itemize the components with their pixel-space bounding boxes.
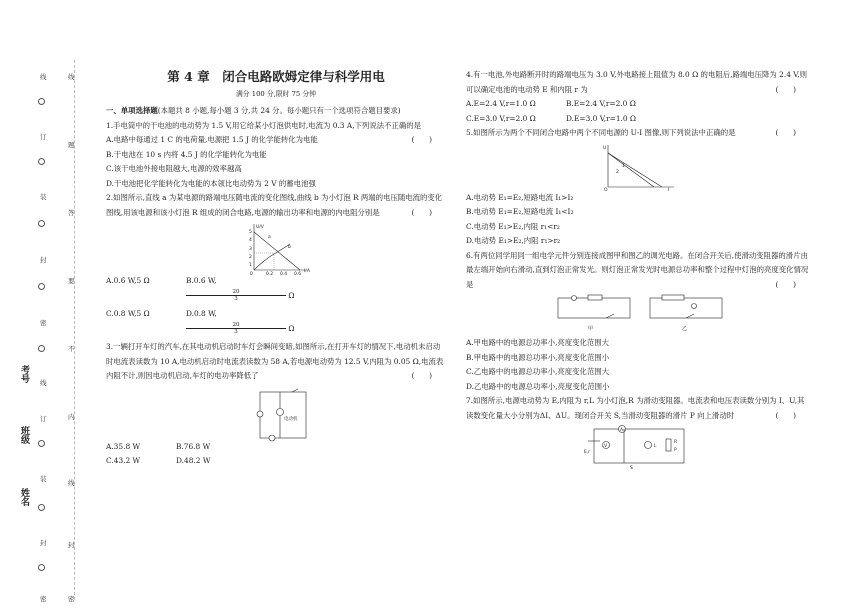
svg-text:3: 3 [249, 247, 252, 252]
page-title: 第 4 章 闭合电路欧姆定律与科学用电 [167, 69, 385, 84]
binding-mark: 内 [68, 413, 75, 421]
q1-option: B.干电池在 10 s 内将 4.5 J 的化学能转化为电能 [106, 149, 267, 159]
svg-text:O: O [604, 187, 608, 193]
binding-hole [38, 283, 45, 290]
binding-mark: 封 [40, 256, 47, 264]
q5-option: A.电动势 E₁=E₂,短路电流 I₁>I₂ [466, 192, 574, 202]
right-column [466, 68, 810, 471]
id-label: 考号 [19, 365, 29, 383]
q2-ui-graph [106, 220, 446, 277]
q4-options-row1: A.E=2.4 V,r=1.0 Ω B.E=2.4 V,r=2.0 Ω [466, 99, 636, 108]
svg-text:5: 5 [249, 230, 252, 235]
q3-options-row1: A.35.8 W B.76.8 W [106, 441, 211, 451]
q5-stem: 5.如图所示为两个不同闭合电路中两个不同电源的 U-I 图像,则下列说法中正确的是 ( ) [466, 128, 796, 137]
section-note: (本题共 8 小题,每小题 3 分,共 24 分。每小题只有一个选项符合题目要求) [157, 106, 401, 115]
svg-text:0.4: 0.4 [280, 272, 288, 277]
q7-figure [466, 423, 810, 471]
q6-option: C.乙电路中的电源总功率小,亮度变化范围大 [466, 367, 610, 376]
q7-stem: 7.如图所示,电源电动势为 E,内阻为 r,L 为小灯泡,R 为滑动变阻器。电流表和电压表读数分别为 I、U,其读数变化量大小分别为ΔI、ΔU。现闭合开关 S,当滑动变阻器的滑片 P 向上滑动时 ( ) [466, 396, 805, 420]
binding-mark: 密 [40, 319, 47, 327]
svg-text:0: 0 [250, 272, 253, 277]
svg-text:0.6: 0.6 [294, 272, 302, 277]
q6-option: D.乙电路中的电源总功率小,亮度变化范围小 [466, 381, 610, 391]
svg-text:电动机: 电动机 [284, 416, 298, 422]
q5-figure [466, 141, 810, 191]
section-heading: 一、单项选择题 [106, 106, 158, 115]
line-a [254, 232, 300, 270]
q4-stem: 4.有一电池,外电路断开时的路端电压为 3.0 V,外电路接上阻值为 8.0 Ω 的电阻后,路端电压降为 2.4 V,则可以确定电池的电动势 E 和内阻 r 为 ( ) [466, 70, 808, 94]
svg-text:4: 4 [249, 238, 252, 243]
q3-circuit [106, 384, 446, 440]
svg-text:1: 1 [249, 263, 252, 268]
q6-option: A.甲电路中的电源总功率小,亮度变化范围大 [466, 338, 610, 347]
q3-stem: 3.一辆打开车灯的汽车,在其电动机启动时车灯会瞬间变暗,如图所示,在打开车灯的情况下,电动机未启动时电流表读数为 10 A,电动机启动时电流表读数为 58 A,若电源电动势为 12.5 V,内阻为 0.05 Ω,电流表内阻不计,则因电动机启动,车灯的电功率降低了 ( ) [106, 342, 444, 380]
svg-text:1: 1 [622, 163, 625, 169]
binding-mark: 线 [68, 73, 75, 81]
binding-mark: 线 [40, 379, 47, 387]
q1-option: C.该干电池外接电阻越大,电源的效率越高 [106, 164, 242, 173]
q2-options-row2: C.0.8 W,5 Ω D.0.8 W, $\frac{20}{3}$ Ω [106, 309, 295, 335]
q3-options-row2: C.43.2 W D.48.2 W [106, 456, 211, 465]
binding-hole [38, 564, 45, 571]
q1-stem: 1.手电筒中的干电池的电动势为 1.5 V,用它给某小灯泡供电时,电流为 0.3 A,下列说法不正确的是 ( ) [106, 120, 432, 144]
binding-mark: 线 [40, 73, 47, 81]
q2-stem: 2.如图所示,直线 a 为某电源的路端电压随电流的变化图线,曲线 b 为小灯泡 R 两端的电压随电流的变化图线,用该电源和该小灯泡 R 组成的闭合电路,电源的输出功率和电源的内电阻分别是 ( ) [106, 193, 443, 217]
binding-line [74, 60, 75, 600]
svg-text:乙: 乙 [682, 326, 688, 332]
q1-option: D.干电池把化学能转化为电能的本领比电动势为 2 V 的蓄电池强 [106, 178, 316, 188]
q6-option: B.甲电路中的电源总功率小,亮度变化范围小 [466, 352, 610, 362]
q2-figure [106, 220, 446, 277]
q5-option: D.电动势 E₁>E₂,内阻 r₁>r₂ [466, 236, 561, 245]
q4-options-row2: C.E=3.0 V,r=2.0 Ω D.E=3.0 V,r=1.0 Ω [466, 113, 637, 123]
binding-mark: 不 [68, 345, 75, 353]
binding-mark: 要 [68, 277, 75, 285]
binding-mark: 密 [40, 595, 47, 603]
binding-mark: 订 [40, 415, 47, 423]
q3-figure [106, 384, 446, 440]
binding-mark: 答 [68, 209, 75, 217]
svg-text:V: V [604, 444, 608, 449]
svg-text:a: a [268, 235, 271, 240]
svg-text:P: P [674, 448, 677, 453]
q7-circuit [466, 423, 810, 471]
svg-text:2: 2 [616, 169, 619, 175]
binding-mark: 封 [68, 541, 75, 549]
q6-stem: 6.有两位同学用同一组电学元件分别连接成图甲和图乙的调光电路。在闭合开关后,使滑动变阻器的滑片由最左端开始向右滑动,直到灯泡正常发光。则灯泡正常发光时电源总功率和整个过程中灯泡的亮度变化情况是 ( ) [466, 250, 809, 289]
binding-mark: 装 [40, 193, 47, 201]
binding-mark: 密 [68, 595, 75, 603]
svg-text:甲: 甲 [588, 326, 594, 332]
name-label: 姓名 [19, 488, 29, 506]
left-column [106, 68, 446, 469]
subtitle: 满分 100 分,限时 75 分钟 [235, 90, 316, 98]
binding-margin [0, 0, 75, 608]
binding-hole [38, 220, 45, 227]
q5-option: C.电动势 E₁>E₂,内阻 r₁<r₂ [466, 221, 560, 231]
q5-ui-graph [466, 141, 810, 191]
q6-figure [466, 292, 810, 336]
svg-text:I: I [668, 187, 670, 193]
q2-xlabel: I/A [304, 269, 310, 274]
svg-text:R: R [674, 440, 678, 445]
q2-options-row1: A.0.6 W,5 Ω B.0.6 W, $\frac{20}{3}$ Ω [106, 276, 295, 302]
binding-mark: 题 [68, 141, 75, 149]
q2-ylabel: U/V [256, 225, 264, 230]
svg-text:E,r: E,r [584, 450, 591, 455]
svg-text:2: 2 [249, 255, 252, 260]
binding-mark: 线 [68, 479, 75, 487]
svg-text:U: U [603, 145, 607, 151]
binding-mark: 装 [40, 475, 47, 483]
binding-hole [38, 158, 45, 165]
binding-hole [38, 345, 45, 352]
binding-hole [38, 440, 45, 447]
q6-circuits [466, 292, 810, 336]
binding-hole [38, 504, 45, 511]
q1-option: A.电路中每通过 1 C 的电荷量,电源把 1.5 J 的化学能转化为电能 [106, 135, 318, 144]
class-label: 班级 [19, 426, 29, 444]
binding-mark: 订 [40, 133, 47, 141]
binding-hole [38, 98, 45, 105]
svg-text:L: L [654, 444, 657, 449]
binding-mark: 封 [40, 539, 47, 547]
svg-text:S: S [630, 466, 633, 471]
svg-text:A: A [620, 428, 624, 433]
svg-text:b: b [288, 245, 291, 250]
q5-option: B.电动势 E₁=E₂,短路电流 I₁<I₂ [466, 207, 574, 216]
svg-text:0.2: 0.2 [266, 272, 274, 277]
